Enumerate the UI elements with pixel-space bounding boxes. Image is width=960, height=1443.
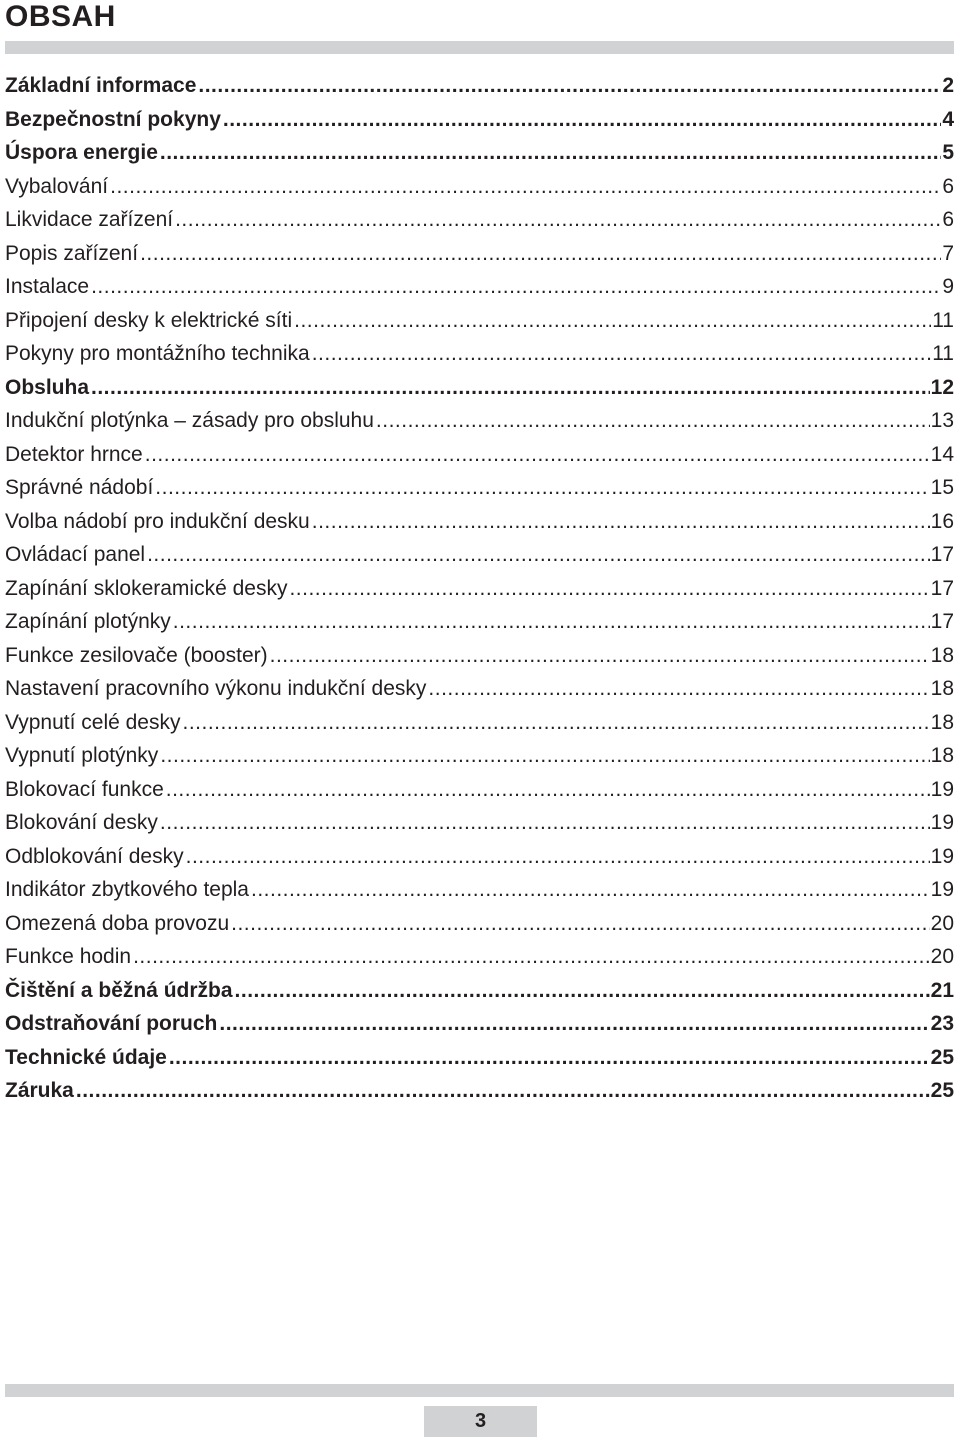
toc-entry-page: 18 xyxy=(930,643,954,667)
toc-entry-label: Funkce hodin xyxy=(5,945,132,968)
toc-entry-label: Ovládací panel xyxy=(5,543,146,566)
toc-entry[interactable] xyxy=(5,907,954,941)
toc-entry[interactable] xyxy=(5,639,954,673)
toc-entry-label: Blokování desky xyxy=(5,811,158,834)
toc-dot-leader xyxy=(169,1041,930,1075)
toc-entry-page: 16 xyxy=(930,509,954,533)
toc-entry[interactable] xyxy=(5,840,954,874)
toc-entry-page: 17 xyxy=(930,543,954,566)
toc-entry-page: 15 xyxy=(930,476,954,499)
page-number: 3 xyxy=(424,1406,537,1437)
toc-entry-label: Omezená doba provozu xyxy=(5,911,230,935)
toc-entry-label: Čištění a běžná údržba xyxy=(5,978,233,1002)
toc-entry-label: Likvidace zařízení xyxy=(5,208,174,231)
toc-entry-label: Funkce zesilovače (booster) xyxy=(5,643,268,667)
toc-dot-leader xyxy=(133,940,930,974)
toc-entry-page: 4 xyxy=(942,107,954,131)
toc-entry-label: Nastavení pracovního výkonu indukční desky xyxy=(5,677,427,700)
toc-dot-leader xyxy=(166,773,930,807)
toc-dot-leader xyxy=(198,69,941,103)
toc-entry[interactable] xyxy=(5,471,954,505)
toc-dot-leader xyxy=(312,337,932,371)
toc-entry[interactable] xyxy=(5,706,954,740)
toc-entry[interactable] xyxy=(5,69,954,103)
toc-dot-leader xyxy=(219,1007,929,1041)
header-divider xyxy=(5,41,954,54)
toc-entry-page: 14 xyxy=(930,442,954,466)
toc-dot-leader xyxy=(251,873,930,907)
toc-dot-leader xyxy=(175,203,941,237)
toc-entry-label: Detektor hrnce xyxy=(5,442,143,466)
toc-entry-label: Indukční plotýnka – zásady pro obsluhu xyxy=(5,409,374,432)
toc-dot-leader xyxy=(145,438,930,472)
toc-entry[interactable] xyxy=(5,739,954,773)
toc-dot-leader xyxy=(91,270,941,304)
toc-dot-leader xyxy=(76,1074,930,1108)
toc-entry[interactable] xyxy=(5,203,954,237)
toc-dot-leader xyxy=(289,572,929,606)
toc-dot-leader xyxy=(231,907,930,941)
toc-entry-label: Pokyny pro montážního technika xyxy=(5,342,310,365)
toc-entry-page: 18 xyxy=(930,710,954,734)
toc-entry-page: 25 xyxy=(930,1079,954,1102)
toc-entry-page: 19 xyxy=(930,844,954,868)
toc-entry-label: Bezpečnostní pokyny xyxy=(5,107,221,131)
toc-entry-label: Obsluha xyxy=(5,375,90,399)
toc-entry-label: Připojení desky k elektrické síti xyxy=(5,308,293,332)
toc-dot-leader xyxy=(376,404,930,438)
toc-entry-page: 13 xyxy=(930,409,954,432)
toc-dot-leader xyxy=(160,806,930,840)
toc-entry[interactable] xyxy=(5,773,954,807)
toc-dot-leader xyxy=(294,304,931,338)
toc-entry-label: Indikátor zbytkového tepla xyxy=(5,878,249,901)
toc-entry[interactable] xyxy=(5,136,954,170)
toc-entry-label: Instalace xyxy=(5,275,90,298)
toc-entry-page: 18 xyxy=(930,744,954,767)
toc-entry-page: 9 xyxy=(942,275,954,298)
toc-entry-page: 7 xyxy=(942,241,954,265)
toc-dot-leader xyxy=(186,840,930,874)
toc-entry-label: Odblokování desky xyxy=(5,844,184,868)
toc-entry-page: 19 xyxy=(930,777,954,801)
toc-entry-page: 12 xyxy=(930,375,954,399)
toc-dot-leader xyxy=(235,974,930,1008)
toc-dot-leader xyxy=(91,371,930,405)
toc-entry[interactable] xyxy=(5,1074,954,1108)
toc-dot-leader xyxy=(270,639,930,673)
toc-entry-page: 20 xyxy=(930,945,954,968)
toc-dot-leader xyxy=(160,136,941,170)
toc-dot-leader xyxy=(160,739,929,773)
toc-entry-label: Správné nádobí xyxy=(5,476,154,499)
toc-entry[interactable] xyxy=(5,974,954,1008)
toc-entry[interactable] xyxy=(5,237,954,271)
toc-entry-page: 21 xyxy=(930,978,954,1002)
toc-entry-label: Zapínání plotýnky xyxy=(5,610,171,633)
toc-entry[interactable] xyxy=(5,806,954,840)
toc-entry[interactable] xyxy=(5,1041,954,1075)
toc-dot-leader xyxy=(183,706,930,740)
toc-entry-label: Zapínání sklokeramické desky xyxy=(5,576,288,600)
toc-entry-page: 6 xyxy=(942,174,954,198)
toc-entry[interactable] xyxy=(5,873,954,907)
toc-entry[interactable] xyxy=(5,605,954,639)
toc-entry-page: 20 xyxy=(930,911,954,935)
toc-entry-label: Popis zařízení xyxy=(5,241,139,265)
toc-entry[interactable] xyxy=(5,538,954,572)
toc-dot-leader xyxy=(110,170,941,204)
toc-entry-label: Vybalování xyxy=(5,174,109,198)
toc-entry-label: Volba nádobí pro indukční desku xyxy=(5,509,310,533)
toc-dot-leader xyxy=(147,538,930,572)
toc-entry[interactable] xyxy=(5,940,954,974)
toc-dot-leader xyxy=(428,672,929,706)
toc-entry[interactable] xyxy=(5,371,954,405)
toc-entry[interactable] xyxy=(5,505,954,539)
toc-entry[interactable] xyxy=(5,672,954,706)
toc-dot-leader xyxy=(140,237,941,271)
toc-entry-label: Blokovací funkce xyxy=(5,777,164,801)
toc-entry-page: 17 xyxy=(930,610,954,633)
page-title: OBSAH xyxy=(5,0,116,33)
toc-entry-label: Záruka xyxy=(5,1079,74,1102)
toc-entry[interactable] xyxy=(5,404,954,438)
toc-entry-page: 5 xyxy=(942,141,954,164)
toc-entry-page: 23 xyxy=(930,1012,954,1035)
toc-entry-label: Odstraňování poruch xyxy=(5,1012,218,1035)
toc-entry[interactable] xyxy=(5,270,954,304)
table-of-contents xyxy=(5,69,954,1108)
toc-entry[interactable] xyxy=(5,170,954,204)
toc-entry-page: 19 xyxy=(930,878,954,901)
toc-entry-page: 6 xyxy=(942,208,954,231)
toc-entry-page: 17 xyxy=(930,576,954,600)
toc-entry[interactable] xyxy=(5,304,954,338)
toc-entry-page: 19 xyxy=(930,811,954,834)
toc-entry-label: Technické údaje xyxy=(5,1045,167,1069)
toc-entry[interactable] xyxy=(5,1007,954,1041)
toc-entry-label: Vypnutí celé desky xyxy=(5,710,181,734)
toc-entry[interactable] xyxy=(5,103,954,137)
toc-entry-label: Základní informace xyxy=(5,74,197,97)
toc-entry-label: Úspora energie xyxy=(5,141,158,164)
toc-entry-label: Vypnutí plotýnky xyxy=(5,744,159,767)
toc-dot-leader xyxy=(155,471,929,505)
toc-dot-leader xyxy=(223,103,941,137)
footer-divider xyxy=(5,1384,954,1397)
toc-entry[interactable] xyxy=(5,337,954,371)
toc-dot-leader xyxy=(173,605,930,639)
toc-entry-page: 11 xyxy=(932,308,954,332)
toc-dot-leader xyxy=(312,505,930,539)
toc-entry-page: 2 xyxy=(942,74,954,97)
toc-entry[interactable] xyxy=(5,438,954,472)
toc-entry-page: 11 xyxy=(932,342,954,365)
toc-entry-page: 18 xyxy=(930,677,954,700)
toc-entry-page: 25 xyxy=(930,1045,954,1069)
toc-entry[interactable] xyxy=(5,572,954,606)
